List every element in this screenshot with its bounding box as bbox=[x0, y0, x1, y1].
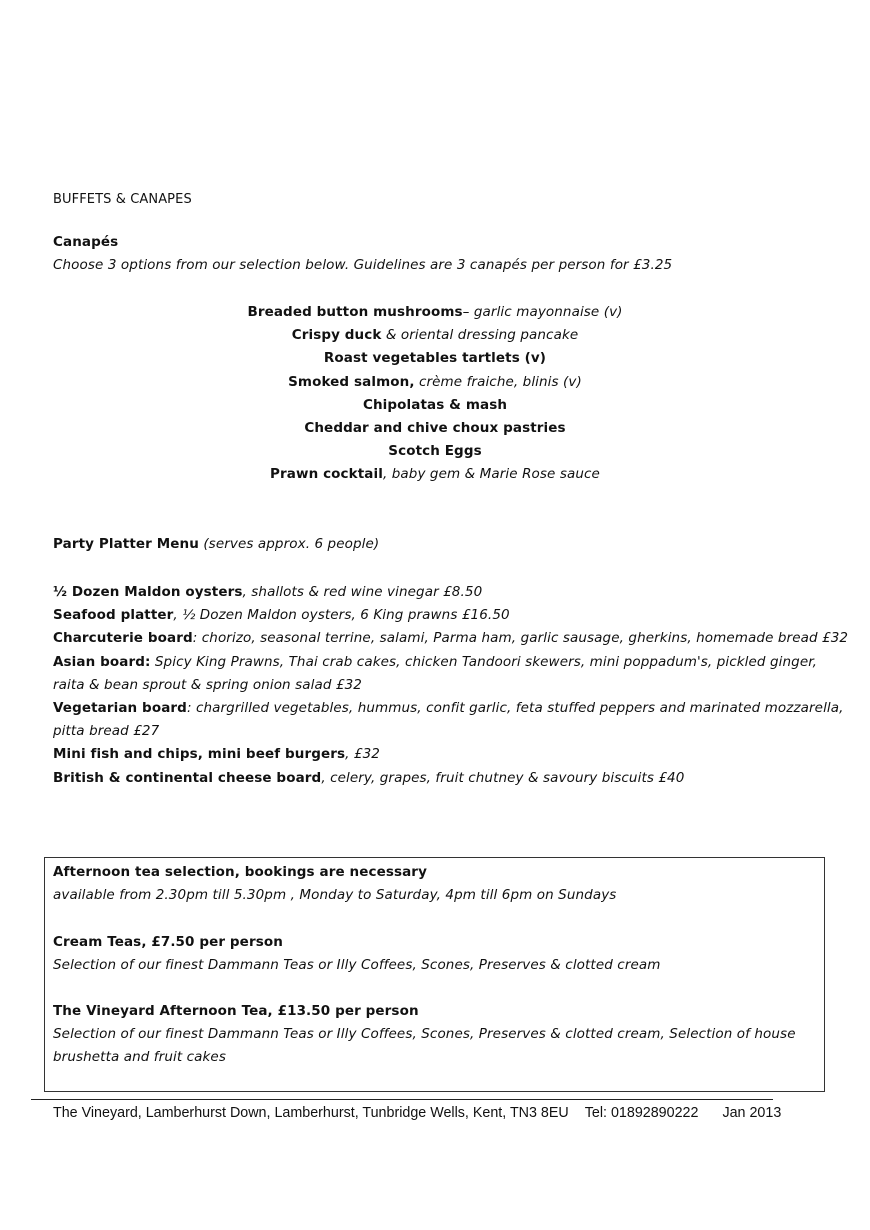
list-item: Crispy duck & oriental dressing pancake bbox=[291, 327, 579, 344]
page-heading: BUFFETS & CANAPES bbox=[53, 192, 192, 207]
canapes-guideline: Choose 3 options from our selection below. Guidelines are 3 canapés per person for £3.25 bbox=[53, 257, 673, 273]
platter-serves: (serves approx. 6 people) bbox=[198, 536, 380, 552]
footer-date: Jan 2013 bbox=[722, 1105, 782, 1121]
list-item: Smoked salmon, crème fraiche, blinis (v) bbox=[288, 373, 582, 390]
afternoon-tea-box bbox=[44, 857, 825, 1092]
list-item: Charcuterie board: chorizo, seasonal terrine, salami, Parma ham, garlic sausage, gherkins, homemade bread £32 bbox=[53, 630, 849, 647]
canapes-title: Canapés bbox=[53, 234, 119, 250]
vineyard-tea-description: Selection of our finest Dammann Teas or Illy Coffees, Scones, Preserves & clotted cream, Selection of house bbox=[53, 1026, 796, 1042]
list-item: Roast vegetables tartlets (v) bbox=[323, 350, 547, 367]
footer-address: The Vineyard, Lamberhurst Down, Lamberhurst, Tunbridge Wells, Kent, TN3 8EU bbox=[53, 1105, 569, 1121]
footer-divider bbox=[31, 1099, 773, 1100]
list-item: Scotch Eggs bbox=[388, 443, 482, 460]
list-item: Breaded button mushrooms– garlic mayonnaise (v) bbox=[247, 304, 623, 320]
platter-title: Party Platter Menu bbox=[53, 536, 199, 552]
list-item: raita & bean sprout & spring onion salad £32 bbox=[53, 676, 362, 693]
list-item: Seafood platter, ½ Dozen Maldon oysters, 6 King prawns £16.50 bbox=[53, 607, 510, 624]
footer bbox=[53, 1105, 781, 1121]
list-item: British & continental cheese board, celery, grapes, fruit chutney & savoury biscuits £40 bbox=[53, 769, 685, 786]
cream-tea-title: Cream Teas, £7.50 per person bbox=[53, 934, 283, 950]
list-item: Prawn cocktail, baby gem & Marie Rose sauce bbox=[270, 466, 600, 483]
list-item: Chipolatas & mash bbox=[362, 396, 508, 413]
vineyard-tea-description-cont: brushetta and fruit cakes bbox=[53, 1049, 226, 1065]
vineyard-tea-title: The Vineyard Afternoon Tea, £13.50 per person bbox=[53, 1003, 419, 1019]
afternoon-tea-availability: available from 2.30pm till 5.30pm , Monday to Saturday, 4pm till 6pm on Sundays bbox=[53, 887, 617, 903]
footer-tel: Tel: 01892890222 bbox=[584, 1105, 699, 1121]
list-item: ½ Dozen Maldon oysters, shallots & red wine vinegar £8.50 bbox=[53, 584, 483, 600]
list-item: Vegetarian board: chargrilled vegetables, hummus, confit garlic, feta stuffed peppers and marinated mozzarella, bbox=[53, 699, 844, 716]
canapes-list bbox=[0, 302, 870, 488]
cream-tea-description: Selection of our finest Dammann Teas or Illy Coffees, Scones, Preserves & clotted cream bbox=[53, 957, 661, 973]
list-item: pitta bread £27 bbox=[53, 723, 160, 740]
afternoon-tea-title: Afternoon tea selection, bookings are necessary bbox=[53, 864, 427, 880]
platter-list bbox=[53, 582, 849, 791]
list-item: Mini fish and chips, mini beef burgers, £32 bbox=[53, 746, 380, 763]
list-item: Cheddar and chive choux pastries bbox=[304, 419, 566, 436]
list-item: Asian board: Spicy King Prawns, Thai crab cakes, chicken Tandoori skewers, mini poppadum's, pickled ginger, bbox=[53, 653, 818, 670]
platter-heading bbox=[53, 536, 379, 552]
